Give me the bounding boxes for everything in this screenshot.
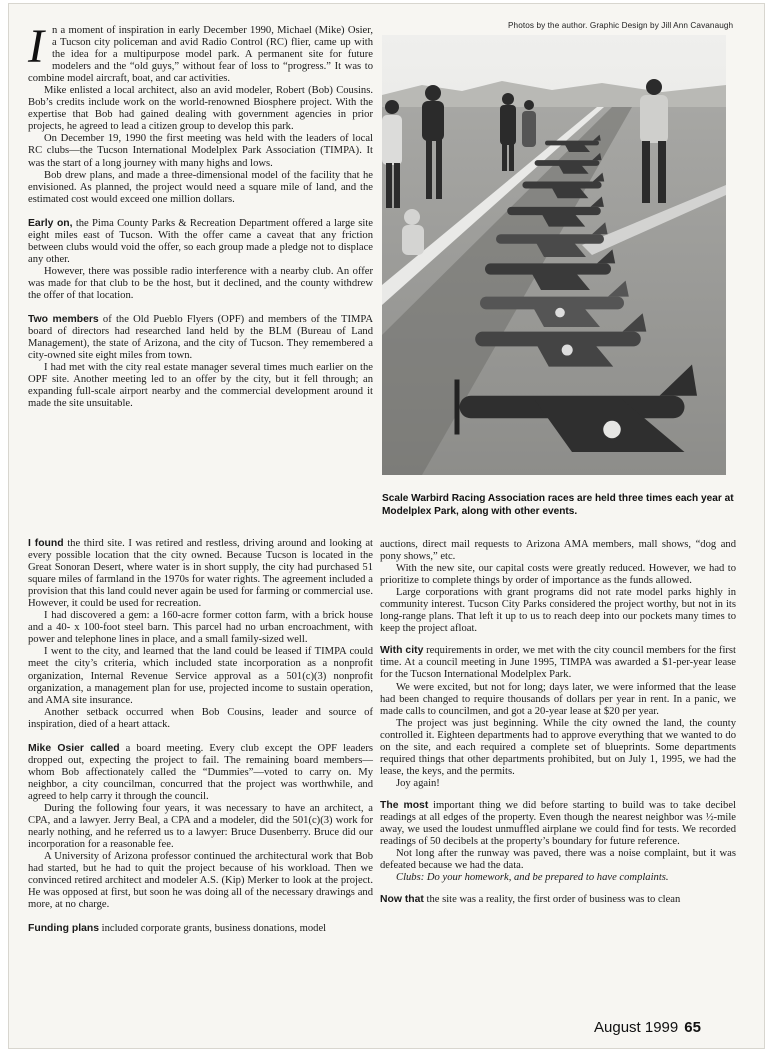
paragraph-text: n a moment of inspiration in early December 1990, Michael (Mike) Osier, a Tucson city policeman and avid Radio Control (RC) flier, came up with the idea for a multipurpose model park. A permanent site for future modelers and the “old guys,” without fear of loss to “progress.” It was to combine model aircraft, boat, and car activities. bbox=[28, 25, 373, 85]
run-in-head: The most bbox=[380, 799, 429, 811]
run-in-head: Now that bbox=[380, 894, 424, 906]
issue-date: August 1999 bbox=[594, 1019, 679, 1036]
paragraph: On December 19, 1990 the first meeting was held with the leaders of local RC clubs—the Tucson International Modelplex Park Association (TIMPA). It was the start of a long journey with many highs and lows. bbox=[28, 133, 373, 169]
paragraph-text: included corporate grants, business donations, model bbox=[99, 923, 327, 935]
paragraph bbox=[28, 743, 373, 803]
paragraph: Large corporations with grant programs did not rate model parks highly in community interest. Tucson City Parks considered the project worthy, but not in its long-range plans. That left it up to us to reach deep into our pockets many times to keep the project afloat. bbox=[380, 587, 736, 635]
paragraph: Another setback occurred when Bob Cousins, leader and source of inspiration, died of a heart attack. bbox=[28, 706, 373, 730]
paragraph: Mike enlisted a local architect, also an avid modeler, Robert (Bob) Cousins. Bob’s credits include work on the world-renowned Biosphere project. With the expertise that Bob had gained dealing with government agencies in prior projects, he agreed to lead a citizen group to develop this park. bbox=[28, 85, 373, 133]
paragraph: With the new site, our capital costs were greatly reduced. However, we had to prioritize to complete things by order of importance as the funds allowed. bbox=[380, 563, 736, 587]
paragraph-text: the third site. I was retired and restless, driving around and looking at every possible location that the city owned. Because Tucson is located in the Great Sonoran Desert, where water is in short supply, the city had purchased 51 square miles of farmland in the 1970s for water rights. The agreement included a provision that this land could never again be used for farming or commercial use. However, it could be used for recreation. bbox=[28, 538, 373, 610]
paragraph: Bob drew plans, and made a three-dimensional model of the facility that he envisioned. As planned, the project would need a square mile of land, and the estimated cost would exceed one million dollars. bbox=[28, 169, 373, 205]
run-in-head: Two members bbox=[28, 314, 99, 326]
paragraph bbox=[380, 800, 736, 848]
photo-credit: Photos by the author. Graphic Design by Jill Ann Cavanaugh bbox=[508, 21, 734, 30]
paragraph: I had met with the city real estate manager several times much earlier on the OPF site. Another meeting led to an offer by the city, but it fell through; an expanding full-scale airport nearby and the commercial development around it made the site unsuitable. bbox=[28, 362, 373, 410]
paragraph: A University of Arizona professor continued the architectural work that Bob had started, but he had to quit the project because of his workload. Then we convinced retired architect and modeler A.S. (Kip) Merker to look at the project. He was opposed at first, but soon he was doing all of the necessary drawings and more, at no charge. bbox=[28, 851, 373, 911]
warbird-photo bbox=[382, 35, 726, 475]
paragraph-text: of the Old Pueblo Flyers (OPF) and members of the TIMPA board of directors had researched land held by the BLM (Bureau of Land Management), the state of Arizona, and the city of Tucson. They remembered a city-owned site eight miles from town. bbox=[28, 314, 373, 362]
paragraph: I had discovered a gem: a 160-acre former cotton farm, with a brick house and a 40- x 100-foot steel barn. This parcel had no urban encroachment, with power and telephone lines in place, and a small family-sized well. bbox=[28, 610, 373, 646]
paragraph bbox=[28, 218, 373, 266]
warbird-photo-graphic bbox=[382, 35, 726, 475]
paragraph bbox=[28, 20, 373, 85]
drop-cap: I bbox=[28, 20, 44, 73]
paragraph-text: the site was a reality, the first order of business was to clean bbox=[423, 894, 681, 906]
page-number: 65 bbox=[684, 1019, 701, 1036]
paragraph-text: requirements in order, we met with the city council members for the first time. At a council meeting in June 1995, TIMPA was awarded a $1-per-year lease for the Tucson International Modelplex Park. bbox=[380, 645, 736, 681]
paragraph bbox=[28, 538, 373, 610]
run-in-head: I found bbox=[28, 538, 64, 549]
paragraph: During the following four years, it was necessary to have an architect, a CPA, and a lawyer. Jerry Beal, a CPA and a modeler, did the 501(c)(3) work for nearly nothing, and he referred us to a lawyer: Bruce Dusenberry. Bruce did our incorporation for a reasonable fee. bbox=[28, 802, 373, 851]
paragraph bbox=[380, 894, 736, 906]
paragraph: Joy again! bbox=[396, 777, 440, 789]
paragraph: Clubs: Do your homework, and be prepared to have complaints. bbox=[396, 872, 669, 884]
run-in-head: Funding plans bbox=[28, 923, 99, 935]
paragraph-text: important thing we did before starting to build was to take decibel readings at all edges of the property. Even though the nearest neighbor was ½-mile away, we used the loudest unmuffled airplane we could find for tests. We recorded readings of 50 decibels at the property’s boundary for future reference. bbox=[380, 799, 736, 848]
paragraph bbox=[380, 645, 736, 681]
magazine-page bbox=[8, 3, 765, 1049]
paragraph: I went to the city, and learned that the land could be leased if TIMPA could meet the city’s criteria, which included state incorporation as a nonprofit organization, Internal Revenue Service approval as a 501(c)(3) nonprofit organization, a management plan for use, projected income to sustain operation, and AMA site insurance. bbox=[28, 646, 373, 706]
run-in-head: With city bbox=[380, 645, 424, 657]
article-column-top-left bbox=[28, 20, 373, 410]
paragraph bbox=[28, 923, 373, 935]
page-footer bbox=[594, 1019, 701, 1036]
photo-caption: Scale Warbird Racing Association races are held three times each year at Modelplex Park, along with other events. bbox=[382, 493, 734, 517]
article-column-bottom-right bbox=[380, 539, 736, 906]
paragraph: The project was just beginning. While the city owned the land, the county controlled it. Eighteen departments had to approve everything that we wanted to do on the site, and each required a complete set of blueprints. Some departments required things that other departments prohibited, but on July 1, 1995, we had the lease, the keys, and the permits. bbox=[380, 717, 736, 777]
paragraph: We were excited, but not for long; days later, we were informed that the lease had been changed to require thousands of dollars per year in rent. In a panic, we made calls to councilmen, and got a 20-year lease at $20 per year. bbox=[380, 681, 736, 717]
paragraph bbox=[28, 314, 373, 362]
article-column-bottom-left bbox=[28, 538, 373, 935]
paragraph-text: the Pima County Parks & Recreation Department offered a large site eight miles east of Tucson. With the offer came a caveat that any friction between clubs would void the offer, so each group made a pledge not to displace any other. bbox=[28, 217, 373, 265]
paragraph: However, there was possible radio interference with a nearby club. An offer was made for that club to be the host, but it declined, and the county withdrew the offer of that location. bbox=[28, 265, 373, 301]
run-in-head: Mike Osier called bbox=[28, 742, 120, 754]
run-in-head: Early on, bbox=[28, 217, 73, 229]
paragraph: auctions, direct mail requests to Arizona AMA members, mall shows, “dog and pony shows,” etc. bbox=[380, 539, 736, 563]
paragraph-text: a board meeting. Every club except the OPF leaders dropped out, expecting the project to fail. The remaining board members—whom Bob affectionately called the “Dummies”—voted to carry on. My neighbor, a city councilman, concurred that the project was worthwhile, and agreed to help carry it through the council. bbox=[28, 742, 373, 802]
paragraph: Not long after the runway was paved, there was a noise complaint, but it was defeated because we had the data. bbox=[380, 848, 736, 872]
